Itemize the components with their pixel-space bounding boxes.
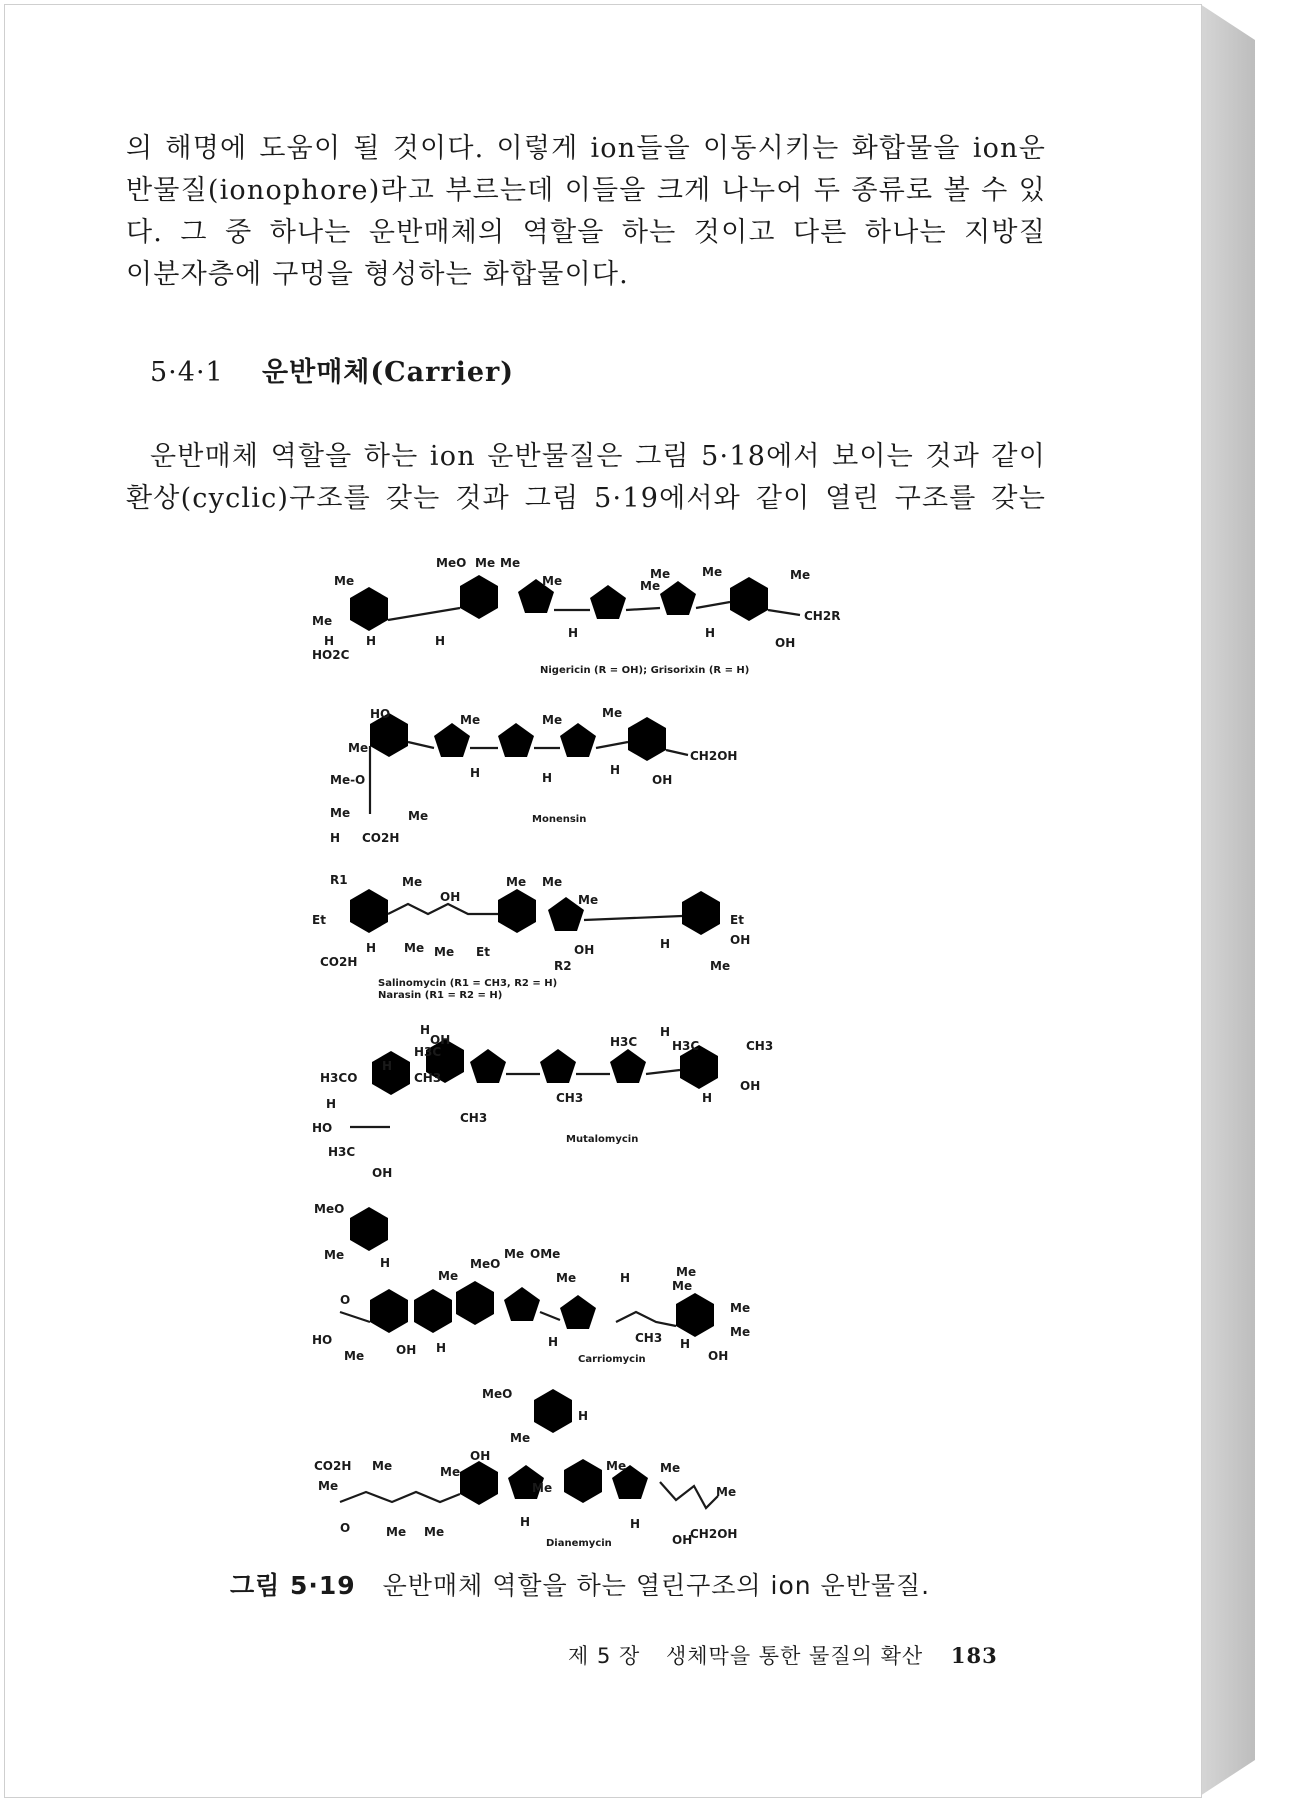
atom-label: CH3	[414, 1071, 442, 1085]
atom-label: MeO	[482, 1387, 513, 1401]
atom-label: Me	[324, 1248, 345, 1262]
structure-name: Salinomycin (R1 = CH3, R2 = H)	[378, 978, 558, 989]
atom-label: OH	[470, 1449, 491, 1463]
atom-label: OH	[775, 636, 796, 650]
section-paragraph	[126, 436, 1046, 520]
atom-label: Me	[372, 1459, 393, 1473]
atom-label: OH	[740, 1079, 761, 1093]
ionophore-structures-figure	[310, 552, 870, 1558]
atom-label: H	[702, 1091, 713, 1105]
atom-label: H3C	[328, 1145, 356, 1159]
atom-label: H	[680, 1337, 691, 1351]
atom-label: H	[436, 1341, 447, 1355]
atom-label: Me	[404, 941, 425, 955]
structure-name: Carriomycin	[578, 1354, 646, 1365]
atom-label: Me	[334, 574, 355, 588]
footer-title: 생체막을 통한 물질의 확산	[665, 1644, 924, 1668]
atom-label: H	[380, 1256, 391, 1270]
mutalomycin-structure	[312, 1023, 773, 1180]
atom-label: Me	[542, 713, 563, 727]
text-line: 이분자층에 구멍을 형성하는 화합물이다.	[126, 259, 629, 290]
text-line: 반물질(ionophore)라고 부르는데 이들을 크게 나누어 두 종류로 볼 수 있	[126, 175, 1046, 206]
atom-label: Me	[460, 713, 481, 727]
figure-number: 그림 5·19	[230, 1571, 356, 1600]
atom-label: MeO	[314, 1202, 345, 1216]
atom-label: Me	[510, 1431, 531, 1445]
text-line: 다. 그 중 하나는 운반매체의 역할을 하는 것이고 다른 하나는 지방질	[126, 217, 1046, 248]
atom-label: OH	[708, 1349, 729, 1363]
atom-label: Me	[506, 875, 527, 889]
atom-label: Me	[402, 875, 423, 889]
section-title: 운반매체(Carrier)	[262, 357, 515, 388]
atom-label: CH2R	[804, 609, 841, 623]
atom-label: Me	[716, 1485, 737, 1499]
atom-label: CH3	[460, 1111, 488, 1125]
atom-label: Me	[602, 706, 623, 720]
structure-name: Monensin	[532, 814, 587, 825]
atom-label: Me	[312, 614, 333, 628]
atom-label: Me	[578, 893, 599, 907]
atom-label: OH	[672, 1533, 693, 1547]
atom-label: Me	[672, 1279, 693, 1293]
atom-label: Me	[424, 1525, 445, 1539]
nigericin-structure	[312, 556, 840, 676]
atom-label: Me	[434, 945, 455, 959]
atom-label: H3C	[672, 1039, 700, 1053]
atom-label: H3C	[610, 1035, 638, 1049]
atom-label: HO	[312, 1333, 333, 1347]
monensin-structure	[330, 706, 737, 845]
atom-label: Me	[640, 579, 661, 593]
atom-label: Me	[344, 1349, 365, 1363]
atom-label: HO	[370, 707, 391, 721]
structure-name: Nigericin (R = OH); Grisorixin (R = H)	[540, 665, 750, 676]
atom-label: Me	[330, 806, 351, 820]
atom-label: Et	[730, 913, 744, 927]
atom-label: Me	[542, 574, 563, 588]
atom-label: H	[705, 626, 716, 640]
atom-label: H	[660, 1025, 671, 1039]
atom-label: Me	[438, 1269, 459, 1283]
atom-label: O	[340, 1521, 351, 1535]
atom-label: Me	[500, 556, 521, 570]
atom-label: R2	[554, 959, 572, 973]
atom-label: H	[326, 1097, 337, 1111]
atom-label: CH3	[635, 1331, 663, 1345]
atom-label: H	[520, 1515, 531, 1529]
section-heading	[150, 350, 514, 389]
atom-label: Me	[556, 1271, 577, 1285]
atom-label: Me	[504, 1247, 525, 1261]
intro-paragraph	[126, 128, 1046, 296]
atom-label: H	[548, 1335, 559, 1349]
atom-label: Et	[476, 945, 490, 959]
atom-label: Me	[730, 1301, 751, 1315]
figure-caption	[230, 1566, 930, 1602]
atom-label: Me	[790, 568, 811, 582]
atom-label: OH	[730, 933, 751, 947]
book-page-edge	[1200, 4, 1255, 1796]
page-footer	[568, 1640, 998, 1670]
atom-label: Et	[312, 913, 326, 927]
atom-label: Me	[348, 741, 369, 755]
atom-label: O	[340, 1293, 351, 1307]
atom-label: CO2H	[362, 831, 400, 845]
atom-label: H	[420, 1023, 431, 1037]
atom-label: H3CO	[320, 1071, 358, 1085]
atom-label: H	[568, 626, 579, 640]
atom-label: Me	[318, 1479, 339, 1493]
atom-label: CH3	[556, 1091, 584, 1105]
atom-label: CH3	[746, 1039, 774, 1053]
atom-label: H	[366, 941, 377, 955]
atom-label: OH	[396, 1343, 417, 1357]
atom-label: Me-O	[330, 773, 366, 787]
atom-label: H	[630, 1517, 641, 1531]
atom-label: H	[330, 831, 341, 845]
atom-label: HO2C	[312, 648, 350, 662]
atom-label: OH	[372, 1166, 393, 1180]
text-line: 환상(cyclic)구조를 갖는 것과 그림 5·19에서와 같이 열린 구조를 갖는	[126, 483, 1046, 514]
atom-label: OH	[430, 1033, 451, 1047]
atom-label: CH2OH	[690, 749, 738, 763]
atom-label: Me	[702, 565, 723, 579]
section-number: 5·4·1	[150, 357, 224, 388]
atom-label: Me	[660, 1461, 681, 1475]
atom-label: HO	[312, 1121, 333, 1135]
atom-label: MeO	[436, 556, 467, 570]
atom-label: OH	[652, 773, 673, 787]
atom-label: H	[660, 937, 671, 951]
structure-name: Mutalomycin	[566, 1134, 639, 1145]
atom-label: H	[435, 634, 446, 648]
atom-label: CO2H	[314, 1459, 352, 1473]
atom-label: Me	[408, 809, 429, 823]
atom-label: Me	[676, 1265, 697, 1279]
atom-label: H	[470, 766, 481, 780]
atom-label: OH	[574, 943, 595, 957]
atom-label: H	[542, 771, 553, 785]
salinomycin-structure	[312, 873, 750, 1001]
dianemycin-structure	[314, 1387, 737, 1549]
atom-label: Me	[730, 1325, 751, 1339]
atom-label: H	[578, 1409, 589, 1423]
footer-chapter: 제 5 장	[568, 1644, 641, 1668]
structure-name: Dianemycin	[546, 1538, 612, 1549]
atom-label: Me	[386, 1525, 407, 1539]
figure-caption-text: 운반매체 역할을 하는 열린구조의 ion 운반물질.	[382, 1571, 931, 1600]
structure-subname: Narasin (R1 = R2 = H)	[378, 990, 503, 1001]
atom-label: H	[620, 1271, 631, 1285]
text-line: 운반매체 역할을 하는 ion 운반물질은 그림 5·18에서 보이는 것과 같이	[150, 441, 1046, 472]
atom-label: CH2OH	[690, 1527, 738, 1541]
atom-label: CO2H	[320, 955, 358, 969]
atom-label: H	[610, 763, 621, 777]
atom-label: Me	[532, 1481, 553, 1495]
atom-label: H	[382, 1059, 393, 1073]
atom-label: Me	[650, 567, 671, 581]
atom-label: Me	[542, 875, 563, 889]
atom-label: Me	[710, 959, 731, 973]
atom-label: OMe	[530, 1247, 561, 1261]
atom-label: OH	[440, 890, 461, 904]
atom-label: H	[324, 634, 335, 648]
atom-label: R1	[330, 873, 348, 887]
carriomycin-structure	[312, 1202, 750, 1365]
atom-label: MeO	[470, 1257, 501, 1271]
atom-label: H3C	[414, 1045, 442, 1059]
atom-label: H	[366, 634, 377, 648]
atom-label: Me	[475, 556, 496, 570]
atom-label: Me	[606, 1459, 627, 1473]
text-line: 의 해명에 도움이 될 것이다. 이렇게 ion들을 이동시키는 화합물을 ion운	[126, 133, 1046, 164]
page-number: 183	[950, 1643, 998, 1668]
atom-label: Me	[440, 1465, 461, 1479]
